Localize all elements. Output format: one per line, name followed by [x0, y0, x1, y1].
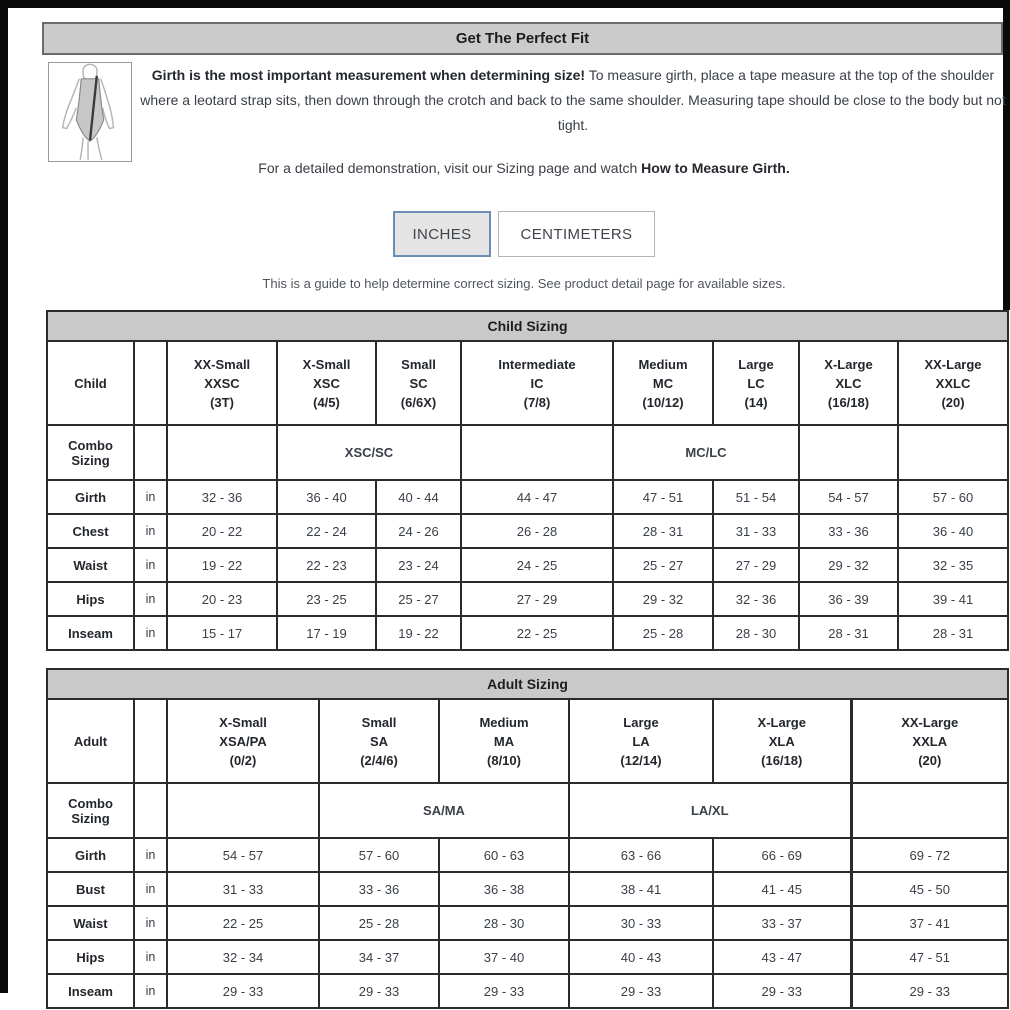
- unit-cell: in: [134, 940, 167, 974]
- size-value-cell: 57 - 60: [319, 838, 439, 872]
- sizing-guide-note: This is a guide to help determine correct sizing. See product detail page for available sizes.: [262, 276, 786, 291]
- size-value-cell: 44 - 47: [461, 480, 613, 514]
- size-name: Medium: [479, 714, 529, 730]
- size-name: XX-Small: [193, 356, 251, 372]
- size-value-cell: 31 - 33: [713, 514, 799, 548]
- size-value-cell: 43 - 47: [713, 940, 851, 974]
- size-range: (2/4/6): [360, 752, 398, 768]
- size-range: (16/18): [827, 394, 870, 410]
- size-value-cell: 15 - 17: [167, 616, 277, 650]
- size-value-cell: 37 - 40: [439, 940, 569, 974]
- girth-instructions-lead: Girth is the most important measurement when determining size!: [151, 67, 586, 83]
- adult-table-title: Adult Sizing: [47, 669, 1008, 699]
- size-value-cell: 36 - 40: [277, 480, 376, 514]
- size-value-cell: 32 - 35: [898, 548, 1008, 582]
- size-name: Intermediate: [498, 356, 576, 372]
- size-value-cell: 47 - 51: [613, 480, 713, 514]
- size-range: (16/18): [761, 752, 803, 768]
- unit-cell: in: [134, 872, 167, 906]
- measurement-row-label: Bust: [47, 872, 134, 906]
- girth-instructions: [138, 63, 1008, 138]
- size-value-cell: 25 - 27: [613, 548, 713, 582]
- size-range: (7/8): [523, 394, 551, 410]
- window-frame-right: [1003, 0, 1010, 310]
- size-value-cell: 29 - 32: [613, 582, 713, 616]
- inches-button[interactable]: INCHES: [393, 211, 491, 257]
- adult-corner-label: Adult: [47, 699, 134, 783]
- child-size-column-header: [277, 341, 376, 425]
- how-to-measure-girth-label: How to Measure Girth.: [641, 160, 790, 176]
- size-value-cell: 23 - 24: [376, 548, 461, 582]
- size-value-cell: 25 - 28: [319, 906, 439, 940]
- size-value-cell: 22 - 25: [461, 616, 613, 650]
- size-value-cell: 26 - 28: [461, 514, 613, 548]
- size-value-cell: 27 - 29: [713, 548, 799, 582]
- empty-cell: [851, 783, 1008, 838]
- size-name: Large: [623, 714, 659, 730]
- measurement-row-label: Hips: [47, 582, 134, 616]
- size-value-cell: 24 - 26: [376, 514, 461, 548]
- size-value-cell: 19 - 22: [167, 548, 277, 582]
- size-code: XXSC: [204, 375, 240, 391]
- centimeters-button[interactable]: CENTIMETERS: [498, 211, 655, 257]
- size-code: MC: [652, 375, 674, 391]
- empty-unit-header: [134, 341, 167, 425]
- unit-cell: in: [134, 480, 167, 514]
- size-value-cell: 28 - 31: [799, 616, 898, 650]
- size-value-cell: 31 - 33: [167, 872, 319, 906]
- child-size-column-header: [613, 341, 713, 425]
- unit-cell: in: [134, 514, 167, 548]
- size-value-cell: 25 - 27: [376, 582, 461, 616]
- empty-cell: [134, 425, 167, 480]
- size-range: (10/12): [642, 394, 684, 410]
- size-code: XSC: [313, 375, 340, 391]
- child-size-column-header: [167, 341, 277, 425]
- size-range: (6/6X): [400, 394, 437, 410]
- unit-toggle: [40, 211, 1008, 257]
- child-table-title: Child Sizing: [47, 311, 1008, 341]
- size-value-cell: 33 - 37: [713, 906, 851, 940]
- unit-cell: in: [134, 974, 167, 1008]
- size-name: XX-Large: [901, 714, 959, 730]
- size-value-cell: 69 - 72: [851, 838, 1008, 872]
- size-range: (4/5): [313, 394, 340, 410]
- empty-cell: [167, 783, 319, 838]
- size-value-cell: 29 - 33: [713, 974, 851, 1008]
- size-value-cell: 30 - 33: [569, 906, 713, 940]
- empty-cell: [898, 425, 1008, 480]
- size-code: XLA: [768, 733, 795, 749]
- adult-size-column-header: [439, 699, 569, 783]
- size-range: (20): [941, 394, 965, 410]
- size-value-cell: 57 - 60: [898, 480, 1008, 514]
- size-value-cell: 54 - 57: [167, 838, 319, 872]
- size-value-cell: 36 - 39: [799, 582, 898, 616]
- size-value-cell: 29 - 33: [439, 974, 569, 1008]
- size-value-cell: 29 - 32: [799, 548, 898, 582]
- size-value-cell: 36 - 38: [439, 872, 569, 906]
- section-header-perfect-fit: [42, 22, 1003, 55]
- child-size-column-header: [461, 341, 613, 425]
- size-name: X-Small: [302, 356, 351, 372]
- combo-group-cell: MC/LC: [613, 425, 799, 480]
- size-code: SC: [409, 375, 428, 391]
- size-value-cell: 40 - 44: [376, 480, 461, 514]
- size-value-cell: 23 - 25: [277, 582, 376, 616]
- empty-unit-header: [134, 699, 167, 783]
- size-code: XXLC: [935, 375, 971, 391]
- measurement-row-label: Waist: [47, 906, 134, 940]
- size-value-cell: 39 - 41: [898, 582, 1008, 616]
- size-value-cell: 51 - 54: [713, 480, 799, 514]
- size-name: X-Large: [757, 714, 806, 730]
- size-value-cell: 29 - 33: [569, 974, 713, 1008]
- size-range: (14): [744, 394, 768, 410]
- size-name: X-Large: [824, 356, 873, 372]
- measurement-row-label: Inseam: [47, 616, 134, 650]
- measurement-row-label: Girth: [47, 480, 134, 514]
- child-size-column-header: [898, 341, 1008, 425]
- size-code: LC: [747, 375, 765, 391]
- sizing-demo-note: [40, 160, 1008, 176]
- girth-instructions-body: To measure girth, place a tape measure at the top of the shoulder where a leotard strap sits, then down through the crotch and back to the same shoulder. Measuring tape should be close to the body but not tight.: [140, 67, 1006, 133]
- size-name: Small: [361, 714, 397, 730]
- size-value-cell: 36 - 40: [898, 514, 1008, 548]
- size-value-cell: 28 - 31: [613, 514, 713, 548]
- size-value-cell: 29 - 33: [167, 974, 319, 1008]
- combo-group-cell: SA/MA: [319, 783, 569, 838]
- size-value-cell: 54 - 57: [799, 480, 898, 514]
- combo-sizing-label: Combo Sizing: [47, 783, 134, 838]
- size-code: XLC: [835, 375, 862, 391]
- sizing-demo-prefix: For a detailed demonstration, visit our Sizing page and watch: [258, 160, 642, 176]
- size-range: (8/10): [487, 752, 521, 768]
- size-range: (3T): [210, 394, 234, 410]
- unit-cell: in: [134, 582, 167, 616]
- adult-size-column-header: [569, 699, 713, 783]
- size-value-cell: 28 - 30: [439, 906, 569, 940]
- size-value-cell: 32 - 36: [713, 582, 799, 616]
- size-value-cell: 37 - 41: [851, 906, 1008, 940]
- size-value-cell: 17 - 19: [277, 616, 376, 650]
- size-value-cell: 19 - 22: [376, 616, 461, 650]
- size-name: Medium: [638, 356, 688, 372]
- size-value-cell: 20 - 23: [167, 582, 277, 616]
- unit-cell: in: [134, 838, 167, 872]
- window-frame-top: [0, 0, 1010, 8]
- size-value-cell: 41 - 45: [713, 872, 851, 906]
- size-value-cell: 28 - 30: [713, 616, 799, 650]
- size-value-cell: 24 - 25: [461, 548, 613, 582]
- adult-sizing-table: [46, 668, 1009, 1009]
- size-code: MA: [493, 733, 515, 749]
- size-name: Large: [738, 356, 774, 372]
- size-value-cell: 32 - 36: [167, 480, 277, 514]
- size-code: XSA/PA: [219, 733, 267, 749]
- size-code: LA: [632, 733, 650, 749]
- size-name: Small: [401, 356, 436, 372]
- size-value-cell: 40 - 43: [569, 940, 713, 974]
- size-value-cell: 45 - 50: [851, 872, 1008, 906]
- empty-cell: [799, 425, 898, 480]
- adult-size-column-header: [851, 699, 1008, 783]
- section-header-title: Get The Perfect Fit: [455, 30, 590, 47]
- combo-sizing-label: Combo Sizing: [47, 425, 134, 480]
- empty-cell: [461, 425, 613, 480]
- size-value-cell: 27 - 29: [461, 582, 613, 616]
- size-name: XX-Large: [924, 356, 982, 372]
- size-value-cell: 66 - 69: [713, 838, 851, 872]
- size-value-cell: 22 - 24: [277, 514, 376, 548]
- size-value-cell: 22 - 25: [167, 906, 319, 940]
- empty-cell: [167, 425, 277, 480]
- size-code: XXLA: [912, 733, 948, 749]
- adult-size-column-header: [319, 699, 439, 783]
- size-range: (12/14): [620, 752, 662, 768]
- size-value-cell: 47 - 51: [851, 940, 1008, 974]
- child-sizing-table: [46, 310, 1009, 651]
- size-value-cell: 34 - 37: [319, 940, 439, 974]
- leotard-figure-icon: [49, 63, 131, 161]
- unit-cell: in: [134, 616, 167, 650]
- girth-measurement-illustration: [48, 62, 132, 162]
- measurement-row-label: Inseam: [47, 974, 134, 1008]
- size-name: X-Small: [219, 714, 267, 730]
- size-value-cell: 38 - 41: [569, 872, 713, 906]
- window-frame-left: [0, 0, 8, 993]
- adult-size-column-header: [713, 699, 851, 783]
- size-value-cell: 28 - 31: [898, 616, 1008, 650]
- combo-group-cell: LA/XL: [569, 783, 851, 838]
- size-value-cell: 33 - 36: [319, 872, 439, 906]
- combo-group-cell: XSC/SC: [277, 425, 461, 480]
- size-value-cell: 32 - 34: [167, 940, 319, 974]
- size-value-cell: 25 - 28: [613, 616, 713, 650]
- child-size-column-header: [713, 341, 799, 425]
- child-size-column-header: [799, 341, 898, 425]
- measurement-row-label: Girth: [47, 838, 134, 872]
- measurement-row-label: Waist: [47, 548, 134, 582]
- unit-cell: in: [134, 548, 167, 582]
- measurement-row-label: Chest: [47, 514, 134, 548]
- size-range: (0/2): [229, 752, 257, 768]
- size-value-cell: 29 - 33: [319, 974, 439, 1008]
- measurement-row-label: Hips: [47, 940, 134, 974]
- size-value-cell: 29 - 33: [851, 974, 1008, 1008]
- adult-size-column-header: [167, 699, 319, 783]
- unit-cell: in: [134, 906, 167, 940]
- size-value-cell: 60 - 63: [439, 838, 569, 872]
- child-size-column-header: [376, 341, 461, 425]
- child-corner-label: Child: [47, 341, 134, 425]
- size-range: (20): [918, 752, 942, 768]
- size-code: SA: [369, 733, 389, 749]
- size-value-cell: 63 - 66: [569, 838, 713, 872]
- size-value-cell: 20 - 22: [167, 514, 277, 548]
- empty-cell: [134, 783, 167, 838]
- size-code: IC: [530, 375, 544, 391]
- size-value-cell: 33 - 36: [799, 514, 898, 548]
- size-value-cell: 22 - 23: [277, 548, 376, 582]
